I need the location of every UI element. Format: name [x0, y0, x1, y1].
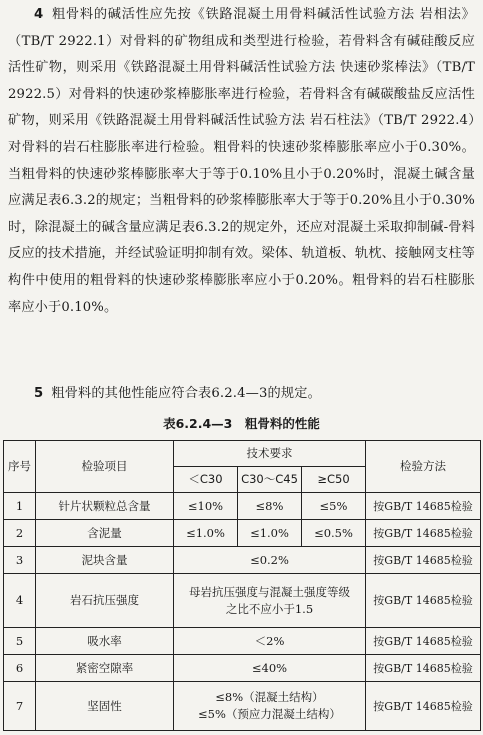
cell-requirement: ≤0.2%: [174, 547, 366, 574]
table-row: [4, 682, 481, 731]
table-row: [4, 520, 481, 547]
table-row: [4, 655, 481, 682]
cell-requirement: ≤40%: [174, 655, 366, 682]
header-requirement: 技术要求: [174, 441, 366, 467]
cell-item: 针片状颗粒总含量: [36, 493, 174, 520]
cell-method: 按GB/T 14685检验: [366, 655, 481, 682]
cell-grade-3: ≤0.5%: [302, 520, 366, 547]
table-header-row: [4, 441, 481, 467]
paragraph-text: 粗骨料的碱活性应先按《铁路混凝土用骨料碱活性试验方法 岩相法》（TB/T 2922.1）对骨料的矿物组成和类型进行检验，若骨料含有碱硅酸反应活性矿物，则采用《铁路混凝土用骨料碱活性试验方法 快速砂浆棒法》（TB/T 2922.5）对骨料的快速砂浆棒膨胀率进行检验，若骨料含有碱碳酸盐反应活性矿物，则采用《铁路混凝土用骨料碱活性试验方法 岩石柱法》（TB/T 2922.4）对骨料的岩石柱膨胀率进行检验。粗骨料的快速砂浆棒膨胀率应小于0.30%。当粗骨料的快速砂浆棒膨胀率大于等于0.10%且小于0.20%时，混凝土碱含量应满足表6.3.2的规定；当粗骨料的砂浆棒膨胀率大于等于0.20%且小于0.30%时，除混凝土的碱含量应满足表6.3.2的规定外，还应对混凝土采取抑制碱-骨料反应的技术措施，并经试验证明抑制有效。梁体、轨道板、轨枕、接触网支柱等构件中使用的粗骨料的快速砂浆棒膨胀率应小于0.20%。粗骨料的岩石柱膨胀率应小于0.10%。: [8, 7, 475, 315]
table-row: [4, 574, 481, 628]
table-caption: 表6.2.4—3 粗骨料的性能: [163, 416, 320, 431]
requirement-line: 母岩抗压强度与混凝土强度等级: [189, 584, 350, 599]
cell-grade-3: ≤5%: [302, 493, 366, 520]
paragraph-4: [8, 2, 475, 321]
requirement-line: 之比不应小于1.5: [225, 601, 314, 616]
cell-no: 5: [4, 628, 36, 655]
header-grade-3: ≥C50: [302, 467, 366, 493]
cell-no: 1: [4, 493, 36, 520]
cell-method: 按GB/T 14685检验: [366, 628, 481, 655]
header-item: 检验项目: [36, 441, 174, 493]
header-grade-1: ＜C30: [174, 467, 238, 493]
cell-item: 泥块含量: [36, 547, 174, 574]
cell-requirement: [174, 682, 366, 731]
cell-item: 岩石抗压强度: [36, 574, 174, 628]
table-row: [4, 628, 481, 655]
cell-grade-2: ≤1.0%: [238, 520, 302, 547]
cell-grade-1: ≤1.0%: [174, 520, 238, 547]
header-no: 序号: [4, 441, 36, 493]
paragraph-5: [8, 381, 475, 408]
cell-no: 2: [4, 520, 36, 547]
cell-method: 按GB/T 14685检验: [366, 574, 481, 628]
paragraph-number: 4: [34, 7, 44, 22]
cell-requirement: ＜2%: [174, 628, 366, 655]
cell-no: 6: [4, 655, 36, 682]
cell-grade-2: ≤8%: [238, 493, 302, 520]
coarse-aggregate-properties-table: [3, 440, 481, 731]
cell-method: 按GB/T 14685检验: [366, 682, 481, 731]
paragraph-text: 粗骨料的其他性能应符合表6.2.4—3的规定。: [51, 386, 321, 401]
cell-no: 3: [4, 547, 36, 574]
header-method: 检验方法: [366, 441, 481, 493]
table-row: [4, 493, 481, 520]
paragraph-number: 5: [34, 386, 44, 401]
cell-method: 按GB/T 14685检验: [366, 520, 481, 547]
cell-item: 吸水率: [36, 628, 174, 655]
cell-no: 7: [4, 682, 36, 731]
cell-item: 紧密空隙率: [36, 655, 174, 682]
cell-grade-1: ≤10%: [174, 493, 238, 520]
cell-no: 4: [4, 574, 36, 628]
requirement-line: ≤8%（混凝土结构）: [215, 690, 324, 704]
cell-method: 按GB/T 14685检验: [366, 493, 481, 520]
requirement-line: ≤5%（预应力混凝土结构）: [198, 707, 341, 721]
cell-method: 按GB/T 14685检验: [366, 547, 481, 574]
header-grade-2: C30～C45: [238, 467, 302, 493]
table-row: [4, 547, 481, 574]
cell-item: 含泥量: [36, 520, 174, 547]
cell-requirement: [174, 574, 366, 628]
cell-item: 坚固性: [36, 682, 174, 731]
